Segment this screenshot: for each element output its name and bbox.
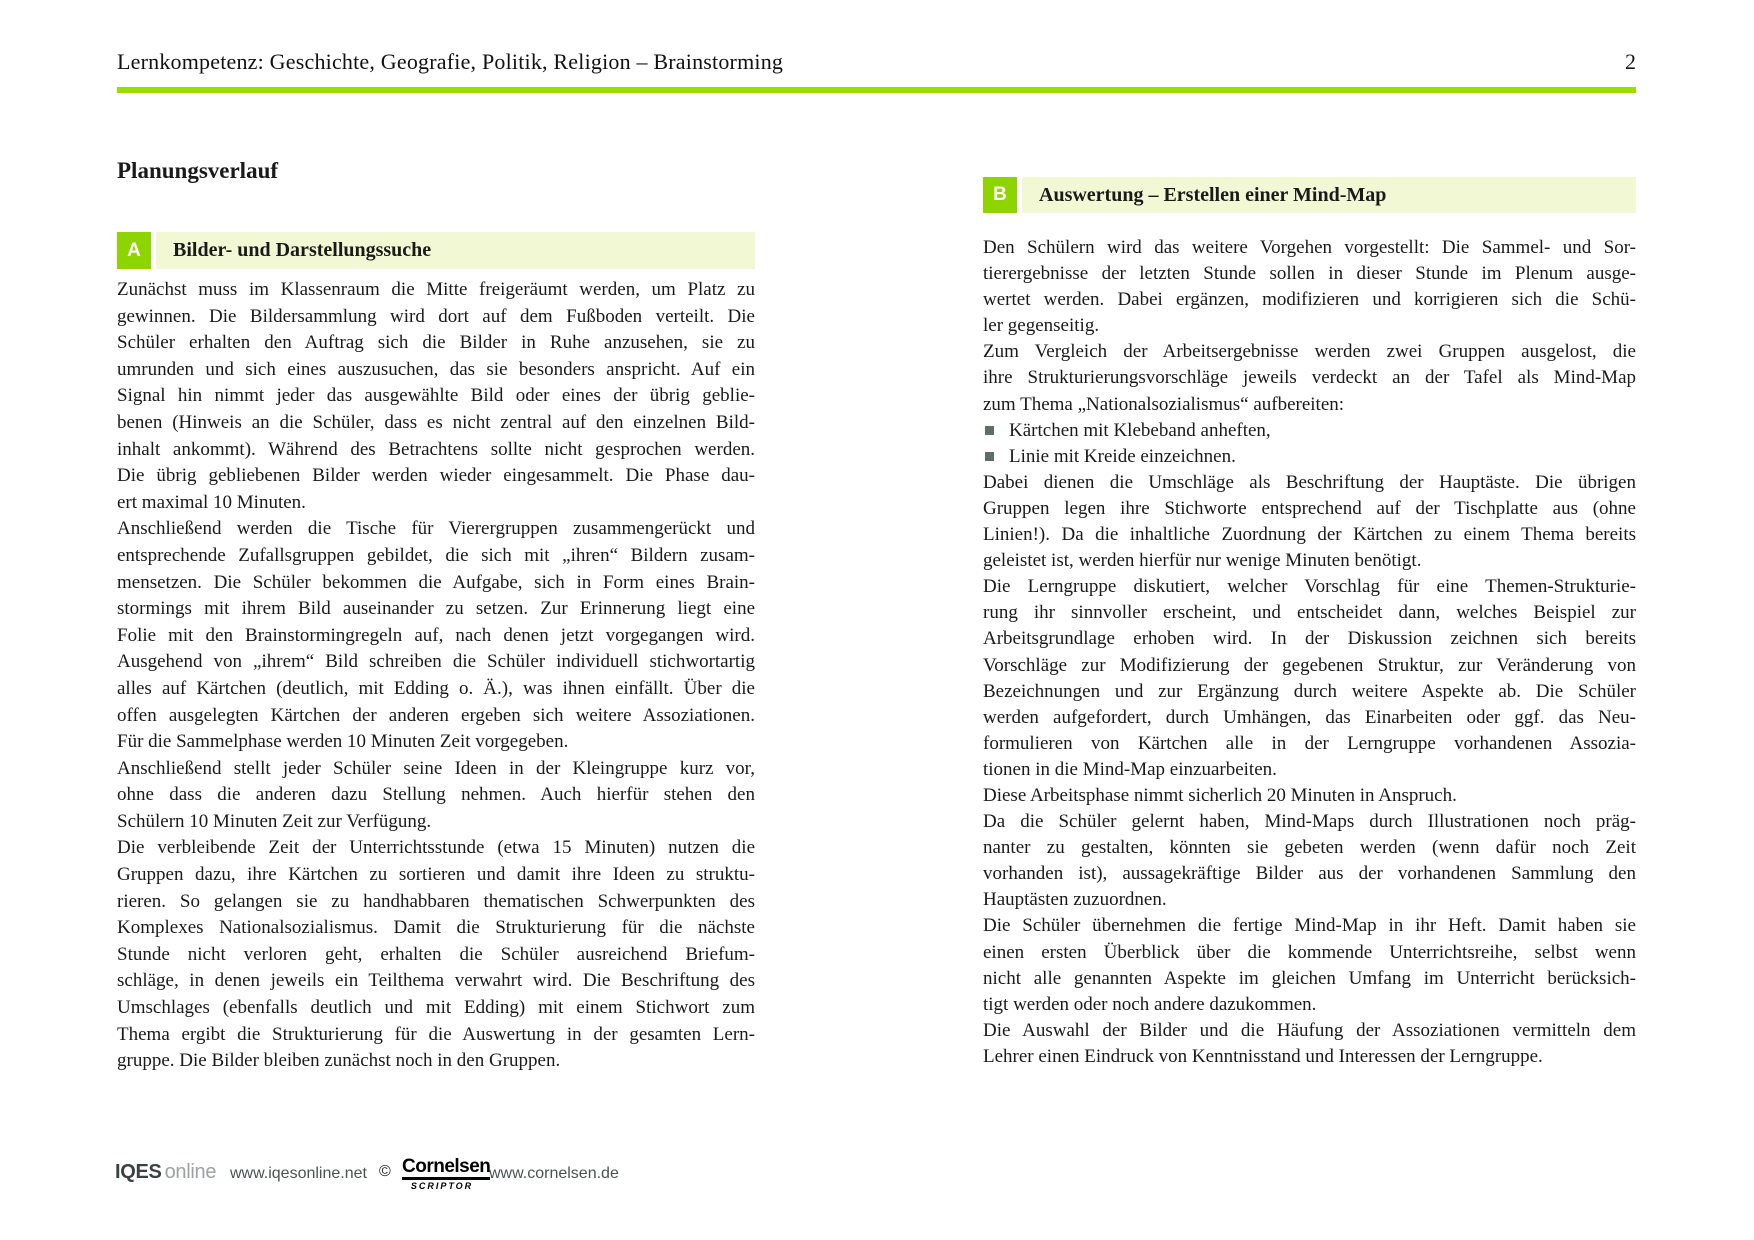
page-number: 2 [1625,49,1636,74]
paragraph [117,756,755,836]
cornelsen-scriptor-logo [402,1156,491,1191]
square-bullet-icon [985,452,994,461]
text-line: Anschließend werden die Tische für Vierergruppen zusammengerückt und [117,518,755,540]
paragraph [117,277,755,516]
text-line: Signal hin nimmt jeder das ausgewählte Bild oder eines der übrig geblie- [117,385,755,407]
text-line: inhalt ankommt). Während des Betrachtens sollte nicht gesprochen werden. [117,438,755,460]
text-line: Vorschläge zur Modifizierung der gegebenen Struktur, zur Veränderung von [983,654,1636,676]
square-bullet-icon [985,426,994,435]
text-line: geleistet ist, werden hierfür nur wenige Minuten benötigt. [983,550,1422,572]
paragraph [983,1018,1636,1070]
left-column-heading: Planungsverlauf [117,158,279,183]
text-line: Schülern 10 Minuten Zeit zur Verfügung. [117,810,432,832]
text-line: Dabei dienen die Umschläge als Beschriftung der Hauptäste. Die übrigen [983,471,1636,493]
text-line: ohne dass die anderen dazu Stellung nehmen. Auch hierfür stehen den [117,784,755,806]
text-line: umrunden und sich eines auszusuchen, das sie besonders anspricht. Auf ein [117,358,755,380]
cornelsen-scriptor-text: SCRIPTOR [410,1181,474,1191]
section-a-badge: A [117,232,151,269]
text-line: Zunächst muss im Klassenraum die Mitte freigeräumt werden, um Platz zu [117,279,755,300]
text-line: einen ersten Überblick über die kommende Unterrichtsreihe, selbst wenn [983,941,1636,963]
text-line: Ausgehend von „ihrem“ Bild schreiben die Schüler individuell stichwortartig [117,651,755,673]
page-header-title: Lernkompetenz: Geschichte, Geografie, Politik, Religion – Brainstorming [117,49,784,74]
text-line: Diese Arbeitsphase nimmt sicherlich 20 Minuten in Anspruch. [983,784,1457,806]
text-line: Komplexes Nationalsozialismus. Damit die Strukturierung für die nächste [117,917,755,939]
bullet-text: Linie mit Kreide einzeichnen. [1009,445,1236,467]
text-line: schläge, in denen jeweils ein Teilthema verwahrt wird. Die Beschriftung des [117,970,755,992]
text-line: tierergebnisse der letzten Stunde sollen in dieser Stunde im Plenum ausge- [983,263,1636,285]
copyright-symbol: © [379,1163,391,1180]
text-line: tionen in die Mind-Map einzuarbeiten. [983,758,1277,780]
text-line: Stunde nicht verloren geht, erhalten die Schüler ausreichend Briefum- [117,943,755,965]
text-line: Die Auswahl der Bilder und die Häufung der Assoziationen vermitteln dem [983,1019,1636,1041]
text-line: Folie mit den Brainstormingregeln auf, nach denen jetzt vorgegangen wird. [117,624,755,646]
iqes-url: www.iqesonline.net [230,1165,367,1182]
text-line: tigt werden oder noch andere dazukommen. [983,993,1317,1015]
text-line: vorhanden ist), aussagekräftige Bilder aus der vorhandenen Sammlung den [983,863,1636,885]
paragraph [117,835,755,1074]
section-a-title: Bilder- und Darstellungssuche [156,232,755,269]
paragraph [983,339,1636,417]
cornelsen-logo-text: Cornelsen [402,1157,490,1180]
paragraph [983,809,1636,913]
text-line: werden aufgefordert, durch Umhängen, das Einarbeiten oder ggf. das Neu- [983,706,1636,728]
text-line: Thema ergibt die Strukturierung für die Auswertung in der gesamten Lern- [117,1023,755,1045]
text-line: wertet werden. Dabei ergänzen, modifizieren und korrigieren sich die Schü- [983,289,1636,311]
text-line: Die Schüler übernehmen die fertige Mind-Map in ihr Heft. Damit haben sie [983,915,1636,937]
text-line: Für die Sammelphase werden 10 Minuten Zeit vorgegeben. [117,731,569,753]
text-line: Lehrer einen Eindruck von Kenntnisstand und Interessen der Lerngruppe. [983,1045,1543,1067]
text-line: alles auf Kärtchen (deutlich, mit Edding o. Ä.), was ihnen einfällt. Über die [117,677,755,699]
text-line: zum Thema „Nationalsozialismus“ aufbereiten: [983,393,1345,415]
text-line: Arbeitsgrundlage erhoben wird. In der Diskussion zeichnen sich bereits [983,628,1636,650]
text-line: formulieren von Kärtchen alle in der Lerngruppe vorhandenen Assozia- [983,732,1636,754]
paragraph [983,235,1636,339]
text-line: ert maximal 10 Minuten. [117,491,306,513]
text-line: Hauptästen zuzuordnen. [983,889,1167,911]
text-line: Die Lerngruppe diskutiert, welcher Vorschlag für eine Themen-Strukturie- [983,576,1636,598]
bullet-item [983,418,1636,444]
text-line: rieren. So gelangen sie zu handhabbaren thematischen Schwerpunkten des [117,890,755,912]
text-line: gruppe. Die Bilder bleiben zunächst noch in den Gruppen. [117,1050,561,1072]
text-line: rung ihr sinnvoller erscheint, und entscheidet dann, welches Beispiel zur [983,602,1636,624]
text-line: Anschließend stellt jeder Schüler seine Ideen in der Kleingruppe kurz vor, [117,757,755,779]
cornelsen-url: www.cornelsen.de [489,1165,619,1182]
paragraph [983,783,1636,809]
text-line: Den Schülern wird das weitere Vorgehen vorgestellt: Die Sammel- und Sor- [983,237,1636,258]
paragraph [983,574,1636,783]
text-line: mensetzen. Die Schüler bekommen die Aufgabe, sich in Form eines Brain- [117,571,755,593]
bullet-item [983,444,1636,470]
left-column-body [117,277,755,1075]
text-line: Gruppen dazu, ihre Kärtchen zu sortieren und damit ihre Ideen zu struktu- [117,864,755,886]
text-line: benen (Hinweis an die Schüler, dass es nicht zentral auf den einzelnen Bild- [117,411,755,433]
paragraph [983,470,1636,574]
text-line: nicht alle genannten Aspekte im gleichen Umfang im Unterricht berücksich- [983,967,1636,989]
text-line: Gruppen legen ihre Stichworte entsprechend auf der Tischplatte aus (ohne [983,497,1636,519]
text-line: Bezeichnungen und zur Ergänzung durch weitere Aspekte ab. Die Schüler [983,680,1636,702]
text-line: Schüler erhalten den Auftrag sich die Bilder in Ruhe anzusehen, sie zu [117,332,755,354]
text-line: ihre Strukturierungsvorschläge jeweils verdeckt an der Tafel als Mind-Map [983,367,1636,389]
section-b-title: Auswertung – Erstellen einer Mind-Map [1022,177,1636,213]
text-line: entsprechende Zufallsgruppen gebildet, die sich mit „ihren“ Bildern zusam- [117,544,755,566]
bullet-text: Kärtchen mit Klebeband anheften, [1009,419,1271,441]
text-line: gewinnen. Die Bildersammlung wird dort auf dem Fußboden verteilt. Die [117,305,755,327]
text-line: offen ausgelegten Kärtchen der anderen ergeben sich weitere Assoziationen. [117,704,755,726]
section-b-header [983,177,1636,213]
iqes-logo-online-text: online [164,1161,217,1183]
section-a-header [117,232,755,269]
text-line: Die verbleibende Zeit der Unterrichtsstunde (etwa 15 Minuten) nutzen die [117,837,755,859]
right-column-body [983,235,1636,1070]
text-line: Umschlages (ebenfalls deutlich und mit Edding) mit einem Stichwort zum [117,997,755,1019]
text-line: ler gegenseitig. [983,315,1100,337]
iqes-logo-text: IQES [115,1161,162,1183]
text-line: Da die Schüler gelernt haben, Mind-Maps durch Illustrationen noch präg- [983,811,1636,833]
paragraph [983,913,1636,1017]
paragraph [117,516,755,755]
text-line: Zum Vergleich der Arbeitsergebnisse werden zwei Gruppen ausgelost, die [983,341,1636,363]
text-line: Die übrig gebliebenen Bilder werden wieder eingesammelt. Die Phase dau- [117,465,755,487]
text-line: Linien!). Da die inhaltliche Zuordnung der Kärtchen zu einem Thema bereits [983,524,1636,546]
header-rule [117,87,1636,93]
iqes-online-logo [115,1161,216,1184]
text-line: nanter zu gestalten, könnten sie gebeten werden (wenn dafür noch Zeit [983,837,1636,859]
text-line: stormings mit ihrem Bild auseinander zu setzen. Zur Erinnerung liegt eine [117,598,755,620]
section-b-badge: B [983,177,1017,213]
